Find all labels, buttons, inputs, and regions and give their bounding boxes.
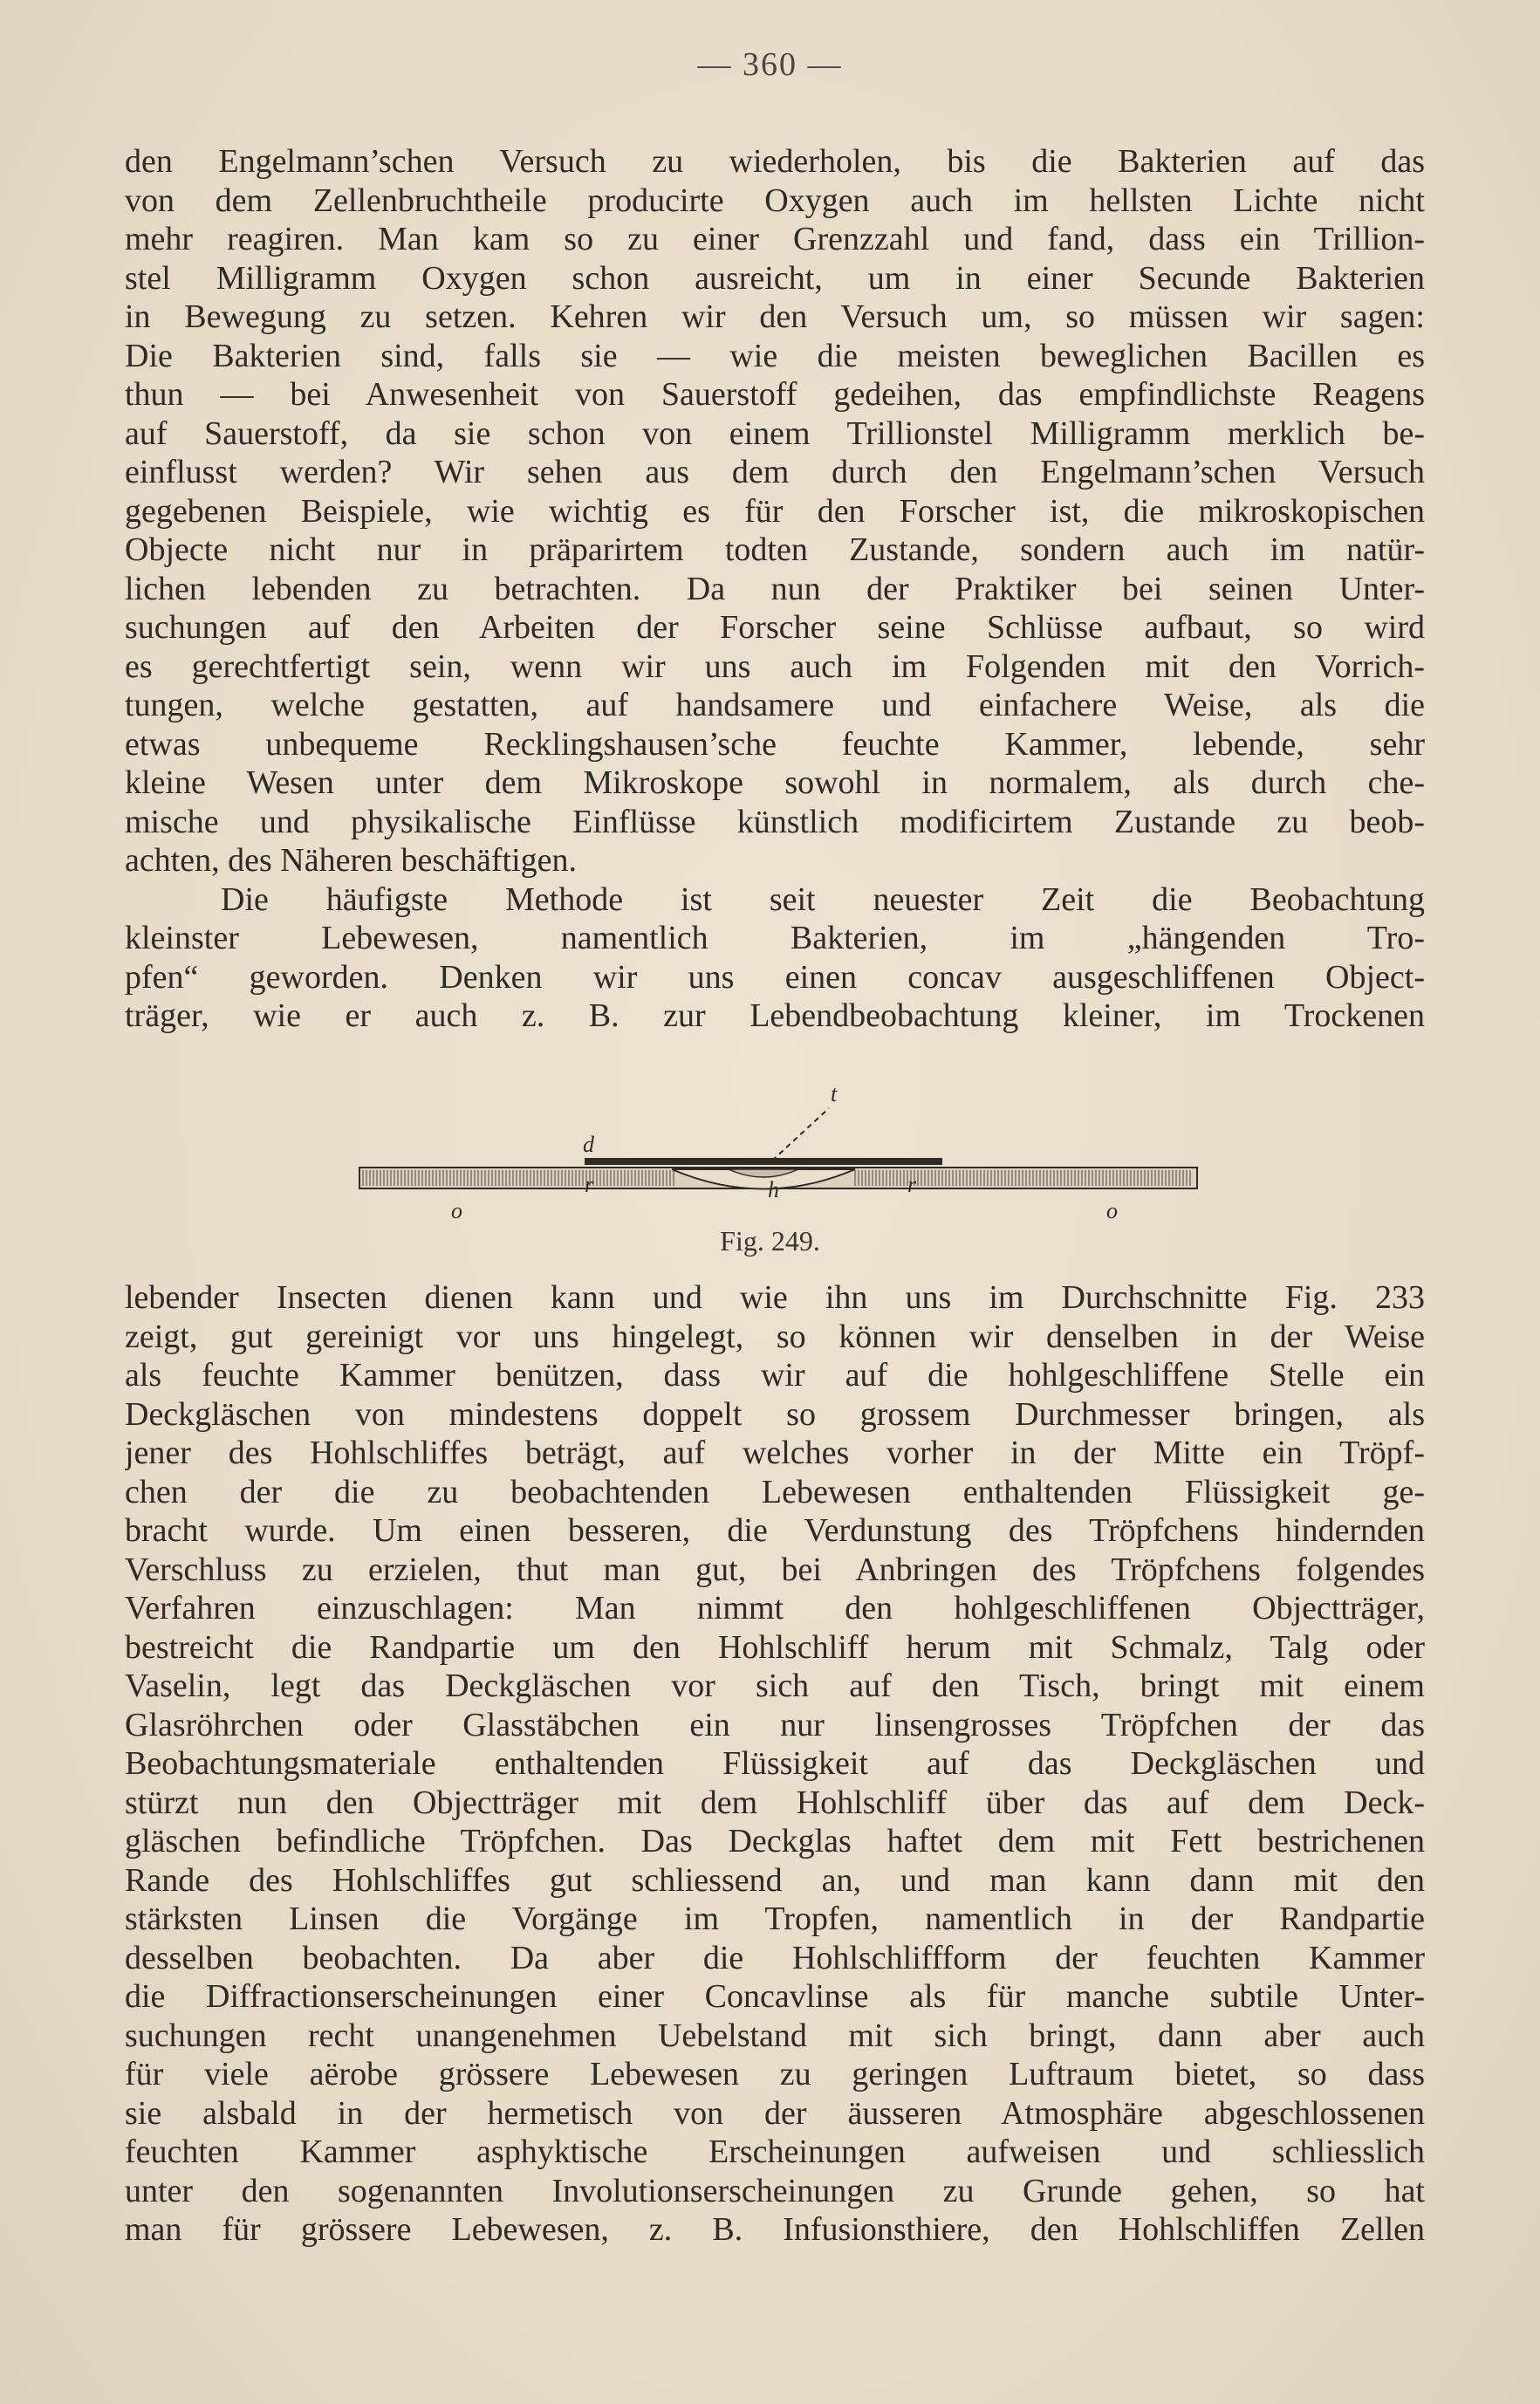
text-line: Verfahren einzuschlagen: Man nimmt den hohlgeschliffenen Objectträger, — [125, 1590, 1425, 1627]
text-line: thun — bei Anwesenheit von Sauerstoff gedeihen, das empfindlichste Reagens — [125, 376, 1425, 413]
text-line: mehr reagiren. Man kam so zu einer Grenzzahl und fand, dass ein Trillion- — [125, 221, 1425, 257]
text-line: als feuchte Kammer benützen, dass wir auf die hohlgeschliffene Stelle ein — [125, 1357, 1425, 1394]
text-line: bracht wurde. Um einen besseren, die Verdunstung des Tröpfchens hindernden — [125, 1512, 1425, 1549]
text-line: jener des Hohlschliffes beträgt, auf welches vorher in der Mitte ein Tröpf- — [125, 1435, 1425, 1471]
text-line: stürzt nun den Objectträger mit dem Hohlschliff über das auf dem Deck- — [125, 1784, 1425, 1821]
text-line: stärksten Linsen die Vorgänge im Tropfen, namentlich in der Randpartie — [125, 1901, 1425, 1937]
text-line: Deckgläschen von mindestens doppelt so grossem Durchmesser bringen, als — [125, 1395, 1425, 1433]
text-line: desselben beobachten. Da aber die Hohlschliffform der feuchten Kammer — [125, 1939, 1425, 1976]
paragraph-3 — [125, 1278, 1425, 2250]
text-line: stel Milligramm Oxygen schon ausreicht, um in einer Secunde Bakterien — [125, 259, 1425, 297]
text-line: in Bewegung zu setzen. Kehren wir den Versuch um, so müssen wir sagen: — [125, 298, 1425, 335]
text-line: Verschluss zu erzielen, thut man gut, bei Anbringen des Tröpfchens folgendes — [125, 1551, 1425, 1588]
text-line: suchungen auf den Arbeiten der Forscher seine Schlüsse aufbaut, so wird — [125, 609, 1425, 646]
text-line: etwas unbequeme Recklingshausen’sche feuchte Kammer, lebende, sehr — [125, 725, 1425, 763]
text-line: Vaselin, legt das Deckgläschen vor sich auf den Tisch, bringt mit einem — [125, 1668, 1425, 1704]
cover-glass — [585, 1158, 942, 1165]
text-line: Die häufigste Methode ist seit neuester Zeit die Beobachtung — [221, 880, 1425, 918]
text-block-top — [125, 142, 1425, 1036]
figure-caption: Fig. 249. — [720, 1225, 820, 1257]
text-line: pfen“ geworden. Denken wir uns einen concav ausgeschliffenen Object- — [125, 958, 1425, 996]
text-line: sie alsbald in der hermetisch von der äusseren Atmosphäre abgeschlossenen — [125, 2094, 1425, 2132]
text-line: bestreicht die Randpartie um den Hohlschliff herum mit Schmalz, Talg oder — [125, 1628, 1425, 1666]
text-line: unter den sogenannten Involutionserscheinungen zu Grunde gehen, so hat — [125, 2172, 1425, 2209]
text-line: träger, wie er auch z. B. zur Lebendbeobachtung kleiner, im Trockenen — [125, 997, 1425, 1034]
text-line: man für grössere Lebewesen, z. B. Infusionsthiere, den Hohlschliffen Zellen — [125, 2211, 1425, 2248]
figure-label-o-right: o — [1106, 1198, 1118, 1223]
text-line: mische und physikalische Einflüsse künstlich modificirtem Zustande zu beob- — [125, 803, 1425, 840]
figure-label-d: d — [583, 1132, 594, 1157]
paragraph-1 — [125, 142, 1425, 880]
text-line: Objecte nicht nur in präparirtem todten Zustande, sondern auch im natür- — [125, 531, 1425, 568]
paragraph-2 — [125, 880, 1425, 1036]
text-line: lebender Insecten dienen kann und wie ihn uns im Durchschnitte Fig. 233 — [125, 1279, 1425, 1316]
pointer-line-t — [772, 1108, 829, 1161]
text-line: kleine Wesen unter dem Mikroskope sowohl in normalem, als durch che- — [125, 764, 1425, 801]
text-line: feuchten Kammer asphyktische Erscheinungen aufweisen und schliesslich — [125, 2133, 1425, 2170]
text-line: von dem Zellenbruchtheile producirte Oxygen auch im hellsten Lichte nicht — [125, 181, 1425, 219]
page-number: — 360 — — [697, 46, 843, 83]
text-line: es gerechtfertigt sein, wenn wir uns auch im Folgenden mit den Vorrich- — [125, 647, 1425, 685]
text-line: tungen, welche gestatten, auf handsamere und einfachere Weise, als die — [125, 687, 1425, 723]
figure-label-r-left: r — [585, 1172, 594, 1197]
figure-label-o-left: o — [451, 1198, 462, 1223]
text-line: Die Bakterien sind, falls sie — wie die meisten beweglichen Bacillen es — [125, 337, 1425, 374]
text-line: auf Sauerstoff, da sie schon von einem Trillionstel Milligramm merklich be- — [125, 414, 1425, 452]
figure-label-r-right: r — [907, 1172, 917, 1197]
text-line: die Diffractionserscheinungen einer Concavlinse als für manche subtile Unter- — [125, 1978, 1425, 2015]
figure-label-h: h — [768, 1177, 779, 1202]
text-line: einflusst werden? Wir sehen aus dem durch den Engelmann’schen Versuch — [125, 454, 1425, 490]
text-block-bottom — [125, 1278, 1425, 2250]
text-line: für viele aërobe grössere Lebewesen zu geringen Luftraum bietet, so dass — [125, 2056, 1425, 2092]
text-line: den Engelmann’schen Versuch zu wiederholen, bis die Bakterien auf das — [125, 143, 1425, 180]
text-line: gläschen befindliche Tröpfchen. Das Deckglas haftet dem mit Fett bestrichenen — [125, 1823, 1425, 1860]
text-line: achten, des Näheren beschäftigen. — [125, 842, 578, 879]
text-line: Glasröhrchen oder Glasstäbchen ein nur linsengrosses Tröpfchen der das — [125, 1706, 1425, 1743]
text-line: lichen lebenden zu betrachten. Da nun der Praktiker bei seinen Unter- — [125, 570, 1425, 607]
text-line: suchungen recht unangenehmen Uebelstand mit sich bringt, dann aber auch — [125, 2017, 1425, 2054]
text-line: gegebenen Beispiele, wie wichtig es für den Forscher ist, die mikroskopischen — [125, 492, 1425, 530]
figure-label-t: t — [831, 1081, 838, 1106]
text-line: zeigt, gut gereinigt vor uns hingelegt, so können wir denselben in der Weise — [125, 1318, 1425, 1355]
text-line: Beobachtungsmateriale enthaltenden Flüssigkeit auf das Deckgläschen und — [125, 1745, 1425, 1782]
text-line: kleinster Lebewesen, namentlich Bakterien, im „hängenden Tro- — [125, 920, 1425, 956]
text-line: Rande des Hohlschliffes gut schliessend an, und man kann dann mit den — [125, 1861, 1425, 1899]
text-line: chen der die zu beobachtenden Lebewesen enthaltenden Flüssigkeit ge- — [125, 1473, 1425, 1510]
